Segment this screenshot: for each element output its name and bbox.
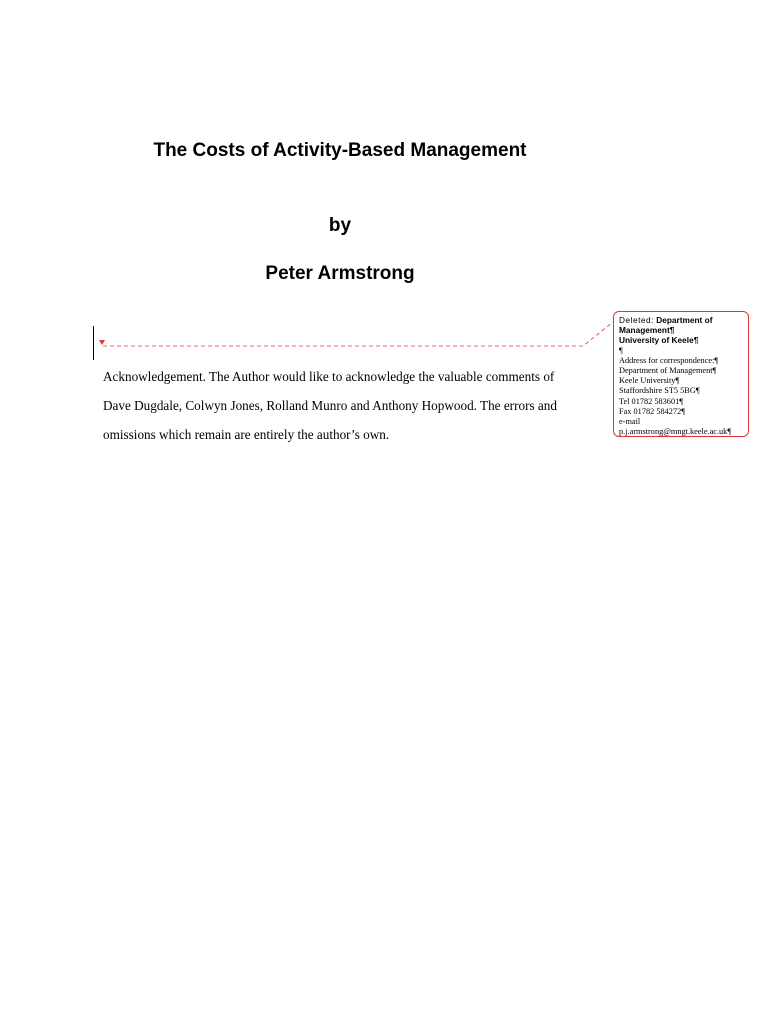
balloon-line: Department of Management¶ — [619, 366, 717, 376]
balloon-line: Address for correspondence:¶ — [619, 355, 719, 365]
balloon-line: Fax 01782 584272¶ — [619, 406, 685, 416]
balloon-line: Tel 01782 583601¶ — [619, 396, 684, 406]
change-bar — [93, 326, 94, 360]
byline-by: by — [328, 215, 352, 236]
balloon-label: Deleted: — [619, 315, 654, 325]
deleted-revision-balloon[interactable] — [613, 311, 749, 437]
acknowledgement-paragraph — [103, 362, 563, 449]
balloon-line: Keele University¶ — [619, 376, 680, 386]
balloon-line: Staffordshire ST5 5BG¶ — [619, 386, 700, 396]
balloon-email: p.j.armstrong@mngt.keele.ac.uk¶ — [619, 427, 732, 437]
deletion-marker-icon — [99, 340, 105, 345]
acknowledgement-line: Dave Dugdale, Colwyn Jones, Rolland Munro and Anthony Hopwood. The errors and — [103, 398, 557, 413]
acknowledgement-line: omissions which remain are entirely the author’s own. — [103, 427, 390, 442]
balloon-line: e-mail — [619, 417, 641, 427]
balloon-deleted-text: Department of — [656, 315, 713, 325]
acknowledgement-line: Acknowledgement. The Author would like to acknowledge the valuable comments of — [103, 369, 555, 384]
balloon-line: Management¶ — [619, 325, 675, 336]
balloon-line: University of Keele¶ — [619, 335, 699, 346]
author-name: Peter Armstrong — [265, 263, 415, 284]
balloon-line: ¶ — [619, 345, 623, 355]
document-title: The Costs of Activity-Based Management — [153, 140, 527, 161]
balloon-header — [619, 315, 743, 325]
